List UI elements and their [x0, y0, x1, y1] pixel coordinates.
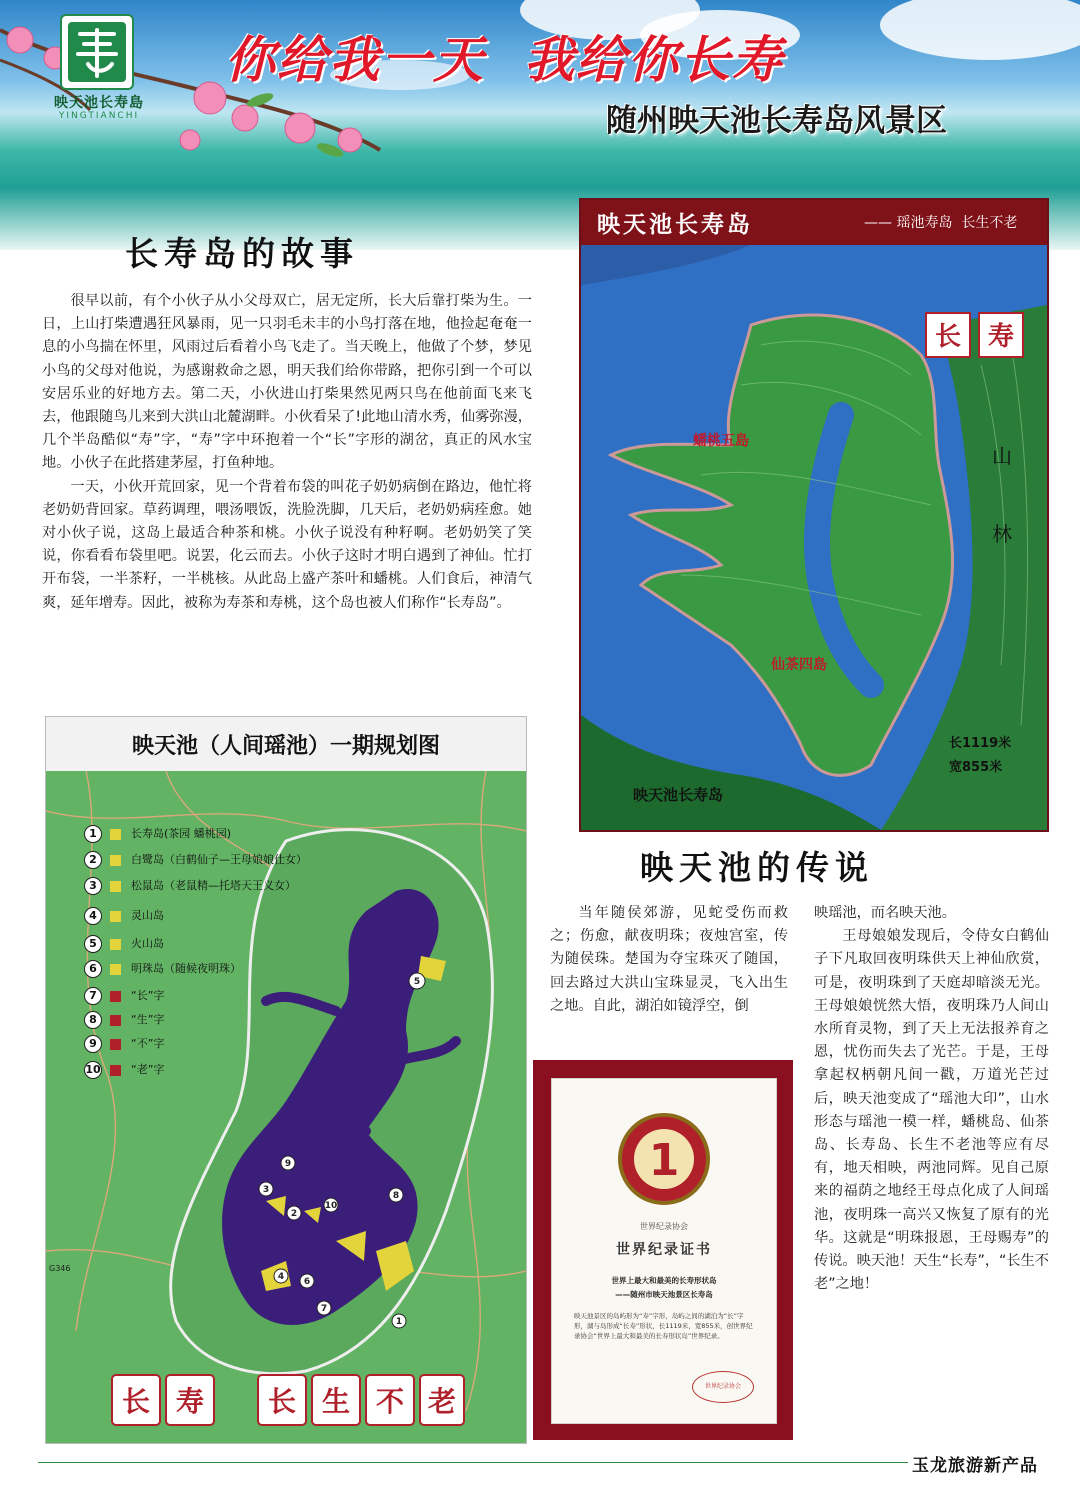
svg-text:6: 6 — [303, 1277, 311, 1287]
seal-chang-text: 长 — [934, 322, 962, 352]
legend-swatch — [110, 1015, 121, 1026]
svg-text:5: 5 — [413, 977, 421, 987]
svg-text:8: 8 — [392, 1191, 400, 1201]
forest-label: 林 — [992, 522, 1012, 546]
legend-swatch — [110, 911, 121, 922]
logo-subtitle: YINGTIANCHI — [58, 111, 140, 121]
svg-text:1: 1 — [395, 1317, 403, 1327]
legend-number: 7 — [84, 987, 102, 1005]
legend-label: 长寿岛(茶园 蟠桃园) — [131, 827, 232, 840]
legend-item — [84, 877, 296, 895]
plan-map-header — [46, 717, 526, 771]
svg-text:4: 4 — [277, 1272, 285, 1282]
story-text — [42, 290, 532, 615]
tea-island-label: 仙茶四島 — [771, 657, 827, 673]
plan-seal-shou: 寿 — [175, 1385, 205, 1418]
legend-label: “老”字 — [131, 1063, 165, 1076]
certificate-stamp: 世界纪录协会 — [692, 1371, 754, 1403]
legend-label: 松鼠岛（老鼠精—托塔天王义女） — [131, 879, 296, 892]
legend-paragraph-end: 映瑶池，而名映天池。 — [814, 905, 956, 921]
legend-swatch — [110, 939, 121, 950]
plan-map-title: 映天池（人间瑶池）一期规划图 — [131, 734, 440, 759]
legend-item — [84, 1061, 164, 1079]
legend-swatch — [110, 964, 121, 975]
legend-label: “长”字 — [131, 989, 165, 1002]
island-map-header — [581, 200, 1047, 245]
legend-item — [84, 851, 307, 869]
slogan-headline: 你给我一天 我给你长寿 — [225, 31, 784, 89]
plan-seal-sheng: 生 — [321, 1385, 351, 1418]
plan-map-graphic — [46, 771, 526, 1443]
legend-number: 3 — [84, 877, 102, 895]
legend-item — [84, 1035, 164, 1053]
island-map-title: 映天池长寿岛 — [597, 211, 753, 238]
legend-number: 6 — [84, 960, 102, 978]
plan-seal-lao: 老 — [427, 1385, 457, 1418]
certificate-paper — [551, 1078, 777, 1424]
island-bottom-label: 映天池长寿岛 — [633, 786, 724, 804]
certificate-badge-number: 1 — [648, 1135, 680, 1186]
svg-text:3: 3 — [262, 1185, 270, 1195]
legend-item — [84, 825, 231, 843]
legend-paragraph: 王母娘娘发现后，令侍女白鹤仙子下凡取回夜明珠供天上神仙欣赏，可是，夜明珠到了天庭却暗淡无光。王母娘娘恍然大悟，夜明珠乃人间山水所育灵物，到了天上无法报养育之恩，忧伤而失去了光芒。于是，王母拿起权柄朝凡间一戳，万道光芒过后，映天池变成了“瑶池大印”，山水形态与瑶池一模一样，蟠桃岛、仙茶岛、长寿岛、长生不老池等应有尽有，地天相映，两池同辉。见自己原来的福荫之地经王母点化成了人间瑶池，夜明珠一高兴又恢复了原有的光华。这就是“明珠报恩，王母赐寿”的传说。映天池！天生“长寿”，“长生不老”之地！ — [814, 928, 1049, 1293]
legend-paragraph: 当年随侯郊游，见蛇受伤而救之；伤愈，献夜明珠；夜烛宫室，传为随侯珠。楚国为夺宝珠灭了随国，回去路过大洪山宝珠显灵，飞入出生之地。自此，湖泊如镜浮空，倒 — [550, 905, 788, 1014]
legend-item — [84, 960, 241, 978]
story-paragraph: 一天，小伙开荒回家，见一个背着布袋的叫花子奶奶病倒在路边，他忙将老奶奶背回家。草药调理，喂汤喂饭，洗脸洗脚，几天后，老奶奶病痊愈。她对小伙子说，这岛上最适合种茶和桃。小伙子说没有种籽啊。老奶奶笑了笑说，你看看布袋里吧。说罢，化云而去。小伙子这时才明白遇到了神仙。忙打开布袋，一半茶籽，一半桃核。从此岛上盛产茶叶和蟠桃。人们食后，神清气爽，延年增寿。因此，被称为寿茶和寿桃，这个岛也被人们称作“长寿岛”。 — [42, 478, 532, 611]
island-width: 宽855米 — [949, 760, 1003, 775]
legend-number: 4 — [84, 907, 102, 925]
certificate-title: 世界纪录证书 — [616, 1242, 712, 1258]
island-length: 长1119米 — [949, 736, 1012, 751]
legend-item — [84, 987, 164, 1005]
story-paragraph: 很早以前，有个小伙子从小父母双亡，居无定所，长大后靠打柴为生。一日，上山打柴遭遇狂风暴雨，见一只羽毛未丰的小鸟打落在地，他捡起奄奄一息的小鸟揣在怀里，风雨过后看着小鸟飞走了。当天晚上，他做了个梦，梦见小鸟的父母对他说，为感谢救命之恩，明天我们给你带路，把你引到一个可以安居乐业的好地方去。第二天，小伙进山打柴果然见两只鸟在他前面飞来飞去，他跟随鸟儿来到大洪山北麓湖畔。小伙看呆了!此地山清水秀，仙雾弥漫，几个半岛酷似“寿”字，“寿”字中环抱着一个“长”字形的湖岔，真正的风水宝地。小伙子在此搭建茅屋，打鱼种地。 — [42, 293, 532, 472]
legend-swatch — [110, 1039, 121, 1050]
logo-text: 映天池长寿島 — [54, 95, 144, 111]
island-map-graphic — [581, 245, 1047, 830]
plan-seal-chang2: 长 — [267, 1385, 297, 1418]
certificate-badge-icon — [614, 1109, 714, 1209]
svg-text:9: 9 — [284, 1159, 292, 1169]
legend-label: 灵山岛 — [131, 909, 164, 922]
certificate-org: 世界纪录协会 — [640, 1222, 688, 1231]
island-map-tagline: —— 瑶池寿岛 长生不老 — [864, 215, 1018, 231]
plan-map — [45, 716, 527, 1444]
legend-label: 明珠岛（随候夜明珠） — [131, 962, 241, 975]
legend-number: 9 — [84, 1035, 102, 1053]
world-record-certificate — [533, 1060, 793, 1440]
legend-label: “不”字 — [131, 1037, 165, 1050]
legend-text-right — [814, 902, 1049, 1296]
plan-seal-chang: 长 — [121, 1385, 151, 1418]
certificate-body: 映天池景区的岛屿形为“寿”字形，岛屿之间的湖泊为“长”字形，湖与岛形成“长寿”形状，长1119米，宽855米，创世界纪录协会“世界上最大和最美的长寿形状岛”世界纪录。 — [574, 1312, 753, 1340]
certificate-line2: ——随州市映天池景区长寿岛 — [615, 1290, 713, 1299]
island-map — [579, 198, 1049, 832]
svg-text:G346: G346 — [49, 1264, 71, 1273]
peach-island-label: 蟠桃五島 — [693, 433, 749, 449]
footer-text: 玉龙旅游新产品 — [912, 1456, 1038, 1476]
seal-shou-text: 寿 — [987, 322, 1015, 352]
scenic-area-name: 随州映天池长寿岛风景区 — [606, 103, 947, 139]
legend-item — [84, 907, 164, 925]
legend-number: 8 — [84, 1011, 102, 1029]
legend-item — [84, 935, 164, 953]
legend-label: 白鹭岛（白鹤仙子—王母娘娘仕女） — [131, 853, 307, 866]
plan-seal-row — [108, 1369, 468, 1431]
legend-number: 5 — [84, 935, 102, 953]
legend-label: 火山岛 — [131, 937, 164, 950]
legend-number: 2 — [84, 851, 102, 869]
svg-text:7: 7 — [320, 1304, 328, 1314]
legend-item — [84, 1011, 164, 1029]
legend-label: “生”字 — [131, 1013, 165, 1026]
mountain-label: 山 — [992, 444, 1012, 468]
footer-divider — [38, 1462, 908, 1463]
svg-text:2: 2 — [290, 1209, 298, 1219]
legend-title: 映天池的传说 — [640, 848, 874, 887]
legend-swatch — [110, 855, 121, 866]
legend-text-left — [550, 902, 788, 1018]
story-title: 长寿岛的故事 — [125, 234, 359, 273]
legend-number: 10 — [84, 1061, 102, 1079]
legend-number: 1 — [84, 825, 102, 843]
legend-swatch — [110, 991, 121, 1002]
svg-text:10: 10 — [324, 1201, 338, 1211]
logo-emblem — [60, 14, 134, 90]
plan-seal-bu: 不 — [375, 1385, 405, 1418]
longevity-logo-icon — [62, 16, 132, 88]
legend-swatch — [110, 829, 121, 840]
legend-swatch — [110, 881, 121, 892]
legend-swatch — [110, 1065, 121, 1076]
certificate-line1: 世界上最大和最美的长寿形状岛 — [611, 1276, 717, 1285]
